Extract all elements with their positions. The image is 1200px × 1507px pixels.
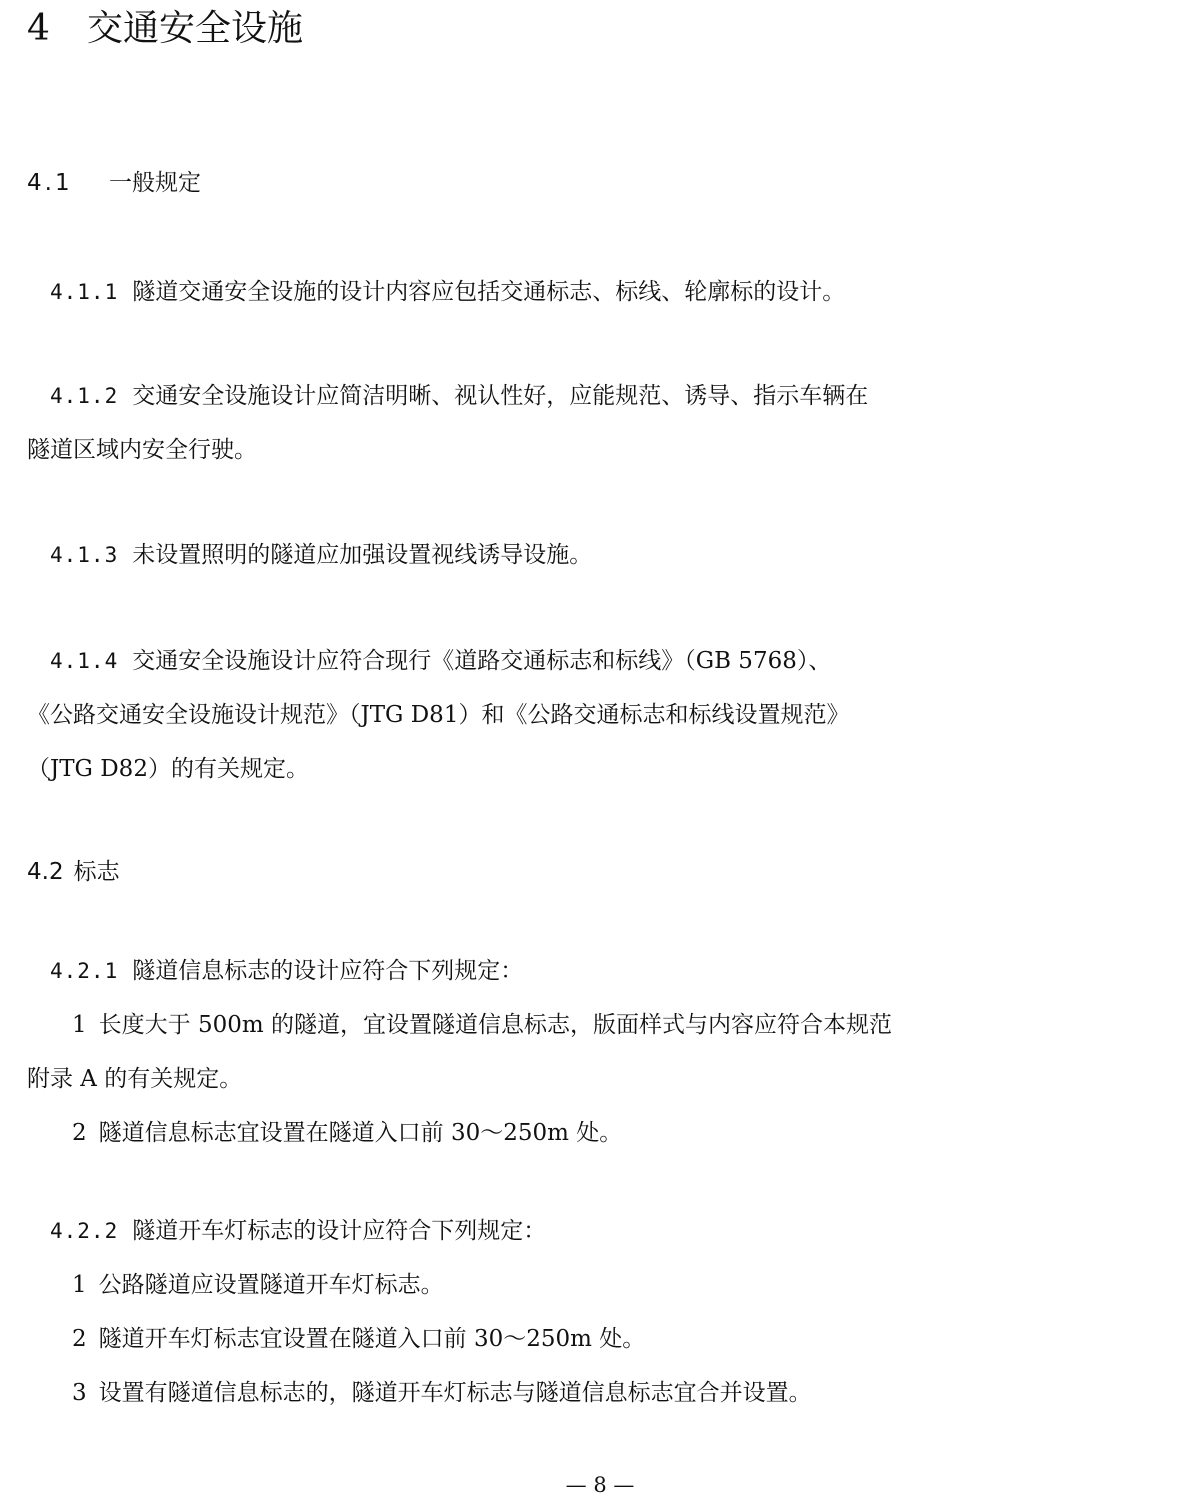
- clause-text: 交通安全设施设计应符合现行《道路交通标志和标线》（GB 5768）、: [132, 648, 832, 674]
- item-number: 1: [72, 1272, 87, 1298]
- clause-text: 交通安全设施设计应简洁明晰、视认性好，应能规范、诱导、指示车辆在: [132, 383, 869, 409]
- item-number: 1: [72, 1012, 87, 1038]
- clause-number: 4.2.1: [50, 959, 119, 983]
- clause-text: 隧道开车灯标志的设计应符合下列规定：: [132, 1218, 547, 1244]
- clause-4-2-2: [27, 1204, 1137, 1420]
- clause-number: 4.1.2: [50, 384, 119, 408]
- page-number: — 8 —: [565, 1473, 635, 1497]
- clause-text: 隧道交通安全设施的设计内容应包括交通标志、标线、轮廓标的设计。: [132, 279, 846, 305]
- item-number: 2: [72, 1120, 87, 1146]
- clause-number: 4.1.4: [50, 649, 119, 673]
- clause-4-1-2: [27, 369, 1137, 477]
- item-text: 公路隧道应设置隧道开车灯标志。: [98, 1272, 444, 1298]
- clause-number: 4.2.2: [50, 1219, 119, 1243]
- section-number: 4.2: [27, 859, 64, 885]
- section-number: 4.1: [27, 170, 73, 196]
- item-text-continuation: 附录 A 的有关规定。: [27, 1066, 243, 1092]
- item-number: 2: [72, 1326, 87, 1352]
- clause-line: [27, 265, 1137, 319]
- clause-number: 4.1.1: [50, 280, 119, 304]
- list-item: [27, 1258, 1137, 1312]
- list-item: [27, 1366, 1137, 1420]
- item-number: 3: [72, 1380, 87, 1406]
- clause-line: [27, 369, 1137, 423]
- clause-4-1-1: [27, 265, 1137, 319]
- item-text: 隧道信息标志宜设置在隧道入口前 30～250m 处。: [98, 1120, 623, 1146]
- item-text: 设置有隧道信息标志的，隧道开车灯标志与隧道信息标志宜合并设置。: [98, 1380, 812, 1406]
- list-item: [27, 1106, 1137, 1160]
- section-title: 一般规定: [109, 170, 201, 196]
- clause-line: [27, 1204, 1137, 1258]
- chapter-number: 4: [27, 8, 50, 49]
- section-title: 标志: [73, 859, 120, 885]
- clause-4-2-1: [27, 944, 1137, 1160]
- clause-text-continuation: （JTG D82）的有关规定。: [27, 756, 309, 782]
- section-heading-4-2: [27, 855, 1137, 889]
- chapter-heading: [27, 5, 1137, 53]
- item-text: 长度大于 500m 的隧道，宜设置隧道信息标志，版面样式与内容应符合本规范: [98, 1012, 892, 1038]
- clause-line: [27, 944, 1137, 998]
- clause-4-1-4: [27, 634, 1137, 796]
- chapter-title: 交通安全设施: [87, 8, 304, 49]
- clause-text-continuation: 隧道区域内安全行驶。: [27, 437, 257, 463]
- list-item: [27, 1312, 1137, 1366]
- clause-4-1-3: [27, 528, 1137, 582]
- clause-text: 未设置照明的隧道应加强设置视线诱导设施。: [132, 542, 593, 568]
- section-heading-4-1: [27, 166, 1137, 200]
- clause-number: 4.1.3: [50, 543, 119, 567]
- item-text: 隧道开车灯标志宜设置在隧道入口前 30～250m 处。: [98, 1326, 646, 1352]
- list-item: [27, 998, 1137, 1052]
- clause-text-continuation: 《公路交通安全设施设计规范》（JTG D81）和《公路交通标志和标线设置规范》: [27, 702, 850, 728]
- clause-line: [27, 528, 1137, 582]
- clause-line: [27, 634, 1137, 688]
- clause-text: 隧道信息标志的设计应符合下列规定：: [132, 958, 524, 984]
